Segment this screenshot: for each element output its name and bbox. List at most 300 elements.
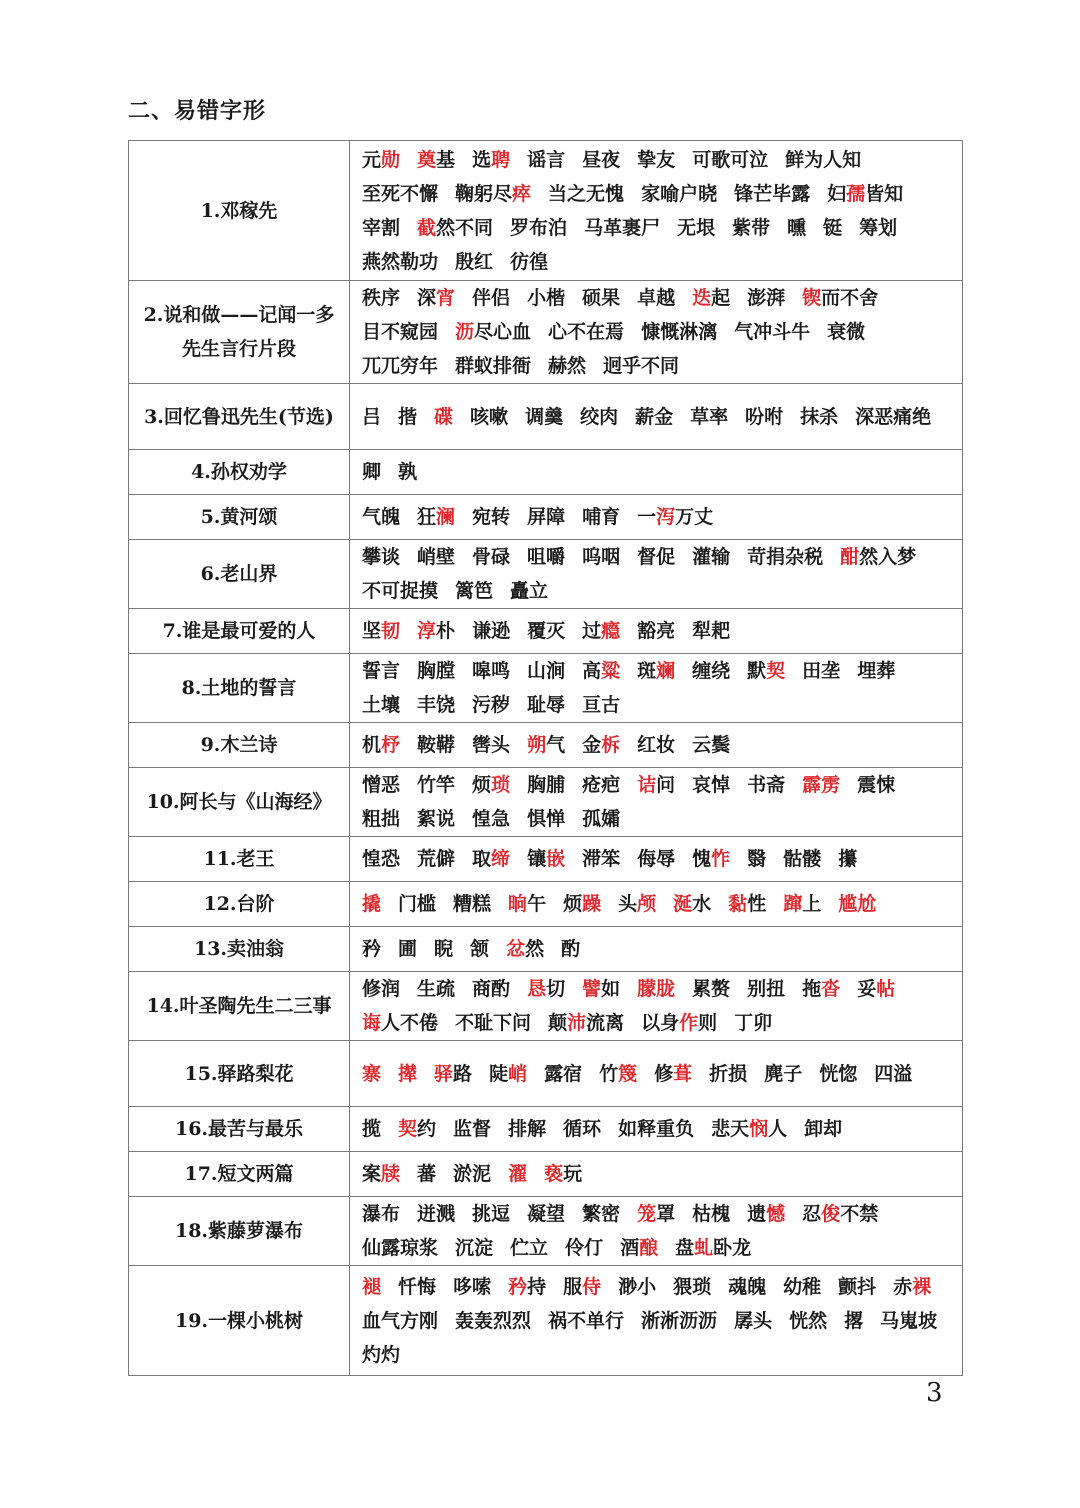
word-item: 别扭 [747, 978, 786, 1000]
word-item [838, 887, 876, 921]
word-item: 颔 [470, 938, 490, 960]
word-item: 折损 [709, 1062, 748, 1085]
word-item: 妥帖 [857, 978, 896, 1000]
word-item: 金柝 [582, 734, 621, 756]
word-item: 酣然入梦 [840, 546, 917, 568]
word-item: 兀兀穷年 [362, 355, 439, 377]
word-item: 苛捐杂税 [747, 546, 824, 568]
word-item: 截然不同 [417, 216, 494, 239]
word-list [350, 540, 963, 609]
word-item: 气魄 [362, 506, 401, 528]
highlighted-character: 嵌 [546, 848, 566, 870]
word-item: 麂子 [764, 1062, 803, 1085]
word-item: 诲人不倦 [362, 1012, 439, 1034]
word-item: 督促 [637, 546, 676, 568]
highlighted-character: 勋 [381, 148, 401, 171]
highlighted-character: 澜 [436, 506, 456, 528]
table-row [129, 495, 963, 540]
word-item: 胸脯 [527, 774, 566, 796]
word-item: 薪金 [635, 405, 674, 428]
word-item: 抹杀 [800, 405, 839, 428]
word-list [350, 495, 963, 540]
word-item: 生疏 [417, 978, 456, 1000]
highlighted-character: 憾 [766, 1203, 786, 1225]
word-item: 骨碌 [472, 546, 511, 568]
word-item: 土壤 [362, 694, 401, 716]
table-row [129, 450, 963, 495]
lesson-title: 1.邓稼先 [129, 141, 350, 281]
word-item: 不耻下问 [455, 1012, 532, 1034]
word-item: 服侍 [563, 1275, 602, 1298]
highlighted-character: 柝 [601, 734, 621, 756]
word-item: 慷慨淋漓 [641, 321, 718, 343]
word-item: 默契 [747, 660, 786, 682]
word-item: 黏性 [728, 893, 767, 915]
word-list [350, 654, 963, 723]
word-item: 酌 [561, 938, 581, 960]
lesson-title: 8.土地的誓言 [129, 654, 350, 723]
word-item: 枯槐 [692, 1203, 731, 1225]
page-number: 3 [926, 1378, 943, 1408]
word-item: 孰 [398, 461, 418, 483]
word-item: 锋芒毕露 [734, 182, 811, 205]
highlighted-character: 酣 [840, 546, 860, 568]
word-item [362, 887, 381, 921]
highlighted-character: 斓 [656, 660, 676, 682]
highlighted-character: 矜 [508, 1275, 528, 1298]
word-item: 淤泥 [453, 1163, 492, 1185]
highlighted-character: 黏 [728, 893, 748, 915]
word-item: 胸膛 [417, 660, 456, 682]
word-item: 如释重负 [618, 1118, 695, 1140]
highlighted-character: 瘁 [512, 182, 532, 205]
word-item: 孱头 [734, 1309, 773, 1332]
word-item: 亘古 [582, 694, 621, 716]
lesson-title: 19.一棵小桃树 [129, 1266, 350, 1376]
word-item: 迭起 [692, 287, 731, 309]
lesson-title: 6.老山界 [129, 540, 350, 609]
highlighted-character: 瘾 [601, 620, 621, 642]
word-item: 丰饶 [417, 694, 456, 716]
word-item: 心不在焉 [548, 321, 625, 343]
word-item: 气冲斗牛 [734, 321, 811, 343]
highlighted-character: 寨 [362, 1062, 382, 1085]
table-row [129, 1152, 963, 1197]
highlighted-character: 宵 [436, 287, 456, 309]
lesson-title: 9.木兰诗 [129, 723, 350, 768]
word-item: 妇孺皆知 [827, 182, 904, 205]
word-item [362, 1057, 381, 1091]
table-row [129, 540, 963, 609]
word-item: 拖沓 [802, 978, 841, 1000]
word-list [350, 281, 963, 384]
word-item: 取缔 [472, 848, 511, 870]
word-item: 恍然 [789, 1309, 828, 1332]
lesson-title: 15.驿路梨花 [129, 1041, 350, 1107]
table-row [129, 927, 963, 972]
word-item: 案牍 [362, 1163, 401, 1185]
word-item: 烦琐 [472, 774, 511, 796]
word-item: 耻辱 [527, 694, 566, 716]
word-item: 灌输 [692, 546, 731, 568]
word-item: 一泻万丈 [637, 506, 714, 528]
word-item: 诘问 [637, 774, 676, 796]
word-item: 吕 [362, 405, 382, 428]
highlighted-character: 孺 [846, 182, 866, 205]
highlighted-character: 作 [679, 1012, 699, 1034]
highlighted-character: 沥 [455, 321, 475, 343]
highlighted-character: 篾 [618, 1062, 638, 1085]
highlighted-character: 帖 [876, 978, 896, 1000]
word-item: 颠沛流离 [548, 1012, 625, 1034]
table-row [129, 384, 963, 450]
word-item: 锲而不舍 [802, 287, 879, 309]
highlighted-character: 俊 [821, 1203, 841, 1225]
word-item: 不可捉摸 [362, 580, 439, 602]
word-item: 翳 [747, 848, 767, 870]
word-item: 荒僻 [417, 848, 456, 870]
word-item: 四溢 [874, 1062, 913, 1085]
word-list [350, 927, 963, 972]
word-item: 恳切 [527, 978, 566, 1000]
highlighted-character: 蹿 [783, 893, 803, 915]
word-item: 循环 [563, 1118, 602, 1140]
word-list [350, 141, 963, 281]
highlighted-character: 契 [398, 1118, 418, 1140]
word-item: 修润 [362, 978, 401, 1000]
word-item: 商酌 [472, 978, 511, 1000]
word-item: 疮疤 [582, 774, 621, 796]
word-item: 过瘾 [582, 620, 621, 642]
word-item: 深恶痛绝 [855, 405, 932, 428]
word-list [350, 384, 963, 450]
word-table-body [129, 141, 963, 1376]
word-item: 排解 [508, 1118, 547, 1140]
highlighted-character: 侍 [582, 1275, 602, 1298]
word-item: 遗憾 [747, 1203, 786, 1225]
word-item: 侮辱 [637, 848, 676, 870]
word-item: 彷徨 [510, 250, 549, 273]
word-item: 紫带 [732, 216, 771, 239]
word-item: 马革裹尸 [584, 216, 661, 239]
highlighted-character: 截 [417, 216, 437, 239]
word-list [350, 768, 963, 837]
word-item: 选聘 [472, 148, 511, 171]
highlighted-character: 颅 [637, 893, 657, 915]
word-item: 铤 [823, 216, 843, 239]
highlighted-character: 裸 [912, 1275, 932, 1298]
table-row [129, 882, 963, 927]
highlighted-character: 锲 [802, 287, 822, 309]
word-item [802, 768, 840, 802]
word-item: 云鬓 [692, 734, 731, 756]
word-item: 沥尽心血 [455, 321, 532, 343]
word-list [350, 1107, 963, 1152]
highlighted-character: 尴尬 [838, 893, 877, 915]
word-item: 家喻户晓 [641, 182, 718, 205]
word-item: 祸不单行 [548, 1309, 625, 1332]
word-item: 笼罩 [637, 1203, 676, 1225]
lesson-title: 7.谁是最可爱的人 [129, 609, 350, 654]
word-item: 硕果 [582, 287, 621, 309]
table-row [129, 609, 963, 654]
lesson-title: 4.孙权劝学 [129, 450, 350, 495]
highlighted-character: 韧 [381, 620, 401, 642]
word-item: 矗立 [510, 580, 549, 602]
word-item: 烦躁 [563, 893, 602, 915]
word-item: 监督 [453, 1118, 492, 1140]
word-item: 血气方刚 [362, 1309, 439, 1332]
word-item: 惶急 [472, 808, 511, 830]
word-item: 鞍鞯 [417, 734, 456, 756]
word-item: 凝望 [527, 1203, 566, 1225]
table-row [129, 1041, 963, 1107]
word-item: 屏障 [527, 506, 566, 528]
word-item: 惧惮 [527, 808, 566, 830]
word-item: 哀悼 [692, 774, 731, 796]
word-item: 曛 [787, 216, 807, 239]
table-row [129, 141, 963, 281]
word-item: 蕃 [417, 1163, 437, 1185]
highlighted-character: 牍 [381, 1163, 401, 1185]
highlighted-character: 奠 [417, 148, 437, 171]
word-item: 攀谈 [362, 546, 401, 568]
word-item: 犁耙 [692, 620, 731, 642]
word-item: 呜咽 [582, 546, 621, 568]
word-item: 鲜为人知 [785, 148, 862, 171]
highlighted-character: 晌 [508, 893, 528, 915]
word-item: 殷红 [455, 250, 494, 273]
word-item: 灼灼 [362, 1343, 401, 1366]
word-item: 哆嗦 [453, 1275, 492, 1298]
word-item: 酒酿 [620, 1237, 659, 1259]
word-item: 幼稚 [783, 1275, 822, 1298]
word-item: 小楷 [527, 287, 566, 309]
word-item: 辔头 [472, 734, 511, 756]
word-item: 朔气 [527, 734, 566, 756]
lesson-title: 13.卖油翁 [129, 927, 350, 972]
word-item: 伶仃 [565, 1237, 604, 1259]
word-item: 哺育 [582, 506, 621, 528]
word-item: 愧怍 [692, 848, 731, 870]
word-item: 筹划 [859, 216, 898, 239]
word-list [350, 609, 963, 654]
lesson-title: 17.短文两篇 [129, 1152, 350, 1197]
word-item: 露宿 [544, 1062, 583, 1085]
word-item: 狂澜 [417, 506, 456, 528]
word-item: 震悚 [857, 774, 896, 796]
word-item: 调羹 [525, 405, 564, 428]
word-item: 陡峭 [489, 1062, 528, 1085]
word-item: 嗥鸣 [472, 660, 511, 682]
lesson-title: 18.紫藤萝瀑布 [129, 1197, 350, 1266]
word-item: 高粱 [582, 660, 621, 682]
highlighted-character: 泻 [656, 506, 676, 528]
word-item: 孤孀 [582, 808, 621, 830]
word-list [350, 1197, 963, 1266]
word-item: 门槛 [398, 893, 437, 915]
lesson-title: 16.最苦与最乐 [129, 1107, 350, 1152]
word-item: 可歌可泣 [692, 148, 769, 171]
word-item: 憎恶 [362, 774, 401, 796]
highlighted-character: 亵 [544, 1163, 564, 1185]
table-row [129, 972, 963, 1041]
highlighted-character: 迭 [692, 287, 712, 309]
highlighted-character: 峭 [508, 1062, 528, 1085]
word-item: 驿路 [434, 1062, 473, 1085]
highlighted-character: 沓 [821, 978, 841, 1000]
word-item: 谣言 [527, 148, 566, 171]
word-item: 马嵬坡 [880, 1309, 938, 1332]
word-item: 轰轰烈烈 [455, 1309, 532, 1332]
word-item: 篱笆 [455, 580, 494, 602]
word-item: 丁卯 [734, 1012, 773, 1034]
word-item: 蹿上 [783, 893, 822, 915]
highlighted-character: 霹雳 [802, 774, 841, 796]
highlighted-character: 酿 [639, 1237, 659, 1259]
highlighted-character: 琐 [491, 774, 511, 796]
section-heading: 二、易错字形 [128, 99, 267, 124]
highlighted-character: 褪 [362, 1275, 382, 1298]
word-item: 攥 [838, 848, 858, 870]
word-item: 圃 [398, 938, 418, 960]
word-item: 缠绕 [692, 660, 731, 682]
lesson-title: 14.叶圣陶先生二三事 [129, 972, 350, 1041]
highlighted-character: 虬 [694, 1237, 714, 1259]
word-list [350, 1041, 963, 1107]
word-item: 咀嚼 [527, 546, 566, 568]
word-item: 契约 [398, 1118, 437, 1140]
highlighted-character: 诘 [637, 774, 657, 796]
word-item: 挚友 [637, 148, 676, 171]
word-item: 揽 [362, 1118, 382, 1140]
highlighted-character: 譬 [582, 978, 602, 1000]
word-item: 挑逗 [472, 1203, 511, 1225]
word-item: 忿然 [506, 938, 545, 960]
word-list [350, 1152, 963, 1197]
word-item: 揩 [398, 405, 418, 428]
word-list [350, 972, 963, 1041]
highlighted-character: 朦胧 [637, 978, 676, 1000]
word-item: 瀑布 [362, 1203, 401, 1225]
table-row [129, 654, 963, 723]
word-item: 田垄 [802, 660, 841, 682]
word-item: 卿 [362, 461, 382, 483]
lesson-title: 12.台阶 [129, 882, 350, 927]
highlighted-character: 恳 [527, 978, 547, 1000]
lesson-title: 5.黄河颂 [129, 495, 350, 540]
word-item: 元勋 [362, 148, 401, 171]
word-table [128, 140, 963, 1376]
word-item: 宛转 [472, 506, 511, 528]
word-item: 燕然勒功 [362, 250, 439, 273]
word-item: 深宵 [417, 287, 456, 309]
word-item: 魂魄 [728, 1275, 767, 1298]
table-row [129, 281, 963, 384]
highlighted-character: 躁 [582, 893, 602, 915]
lesson-title: 11.老王 [129, 837, 350, 882]
word-item: 糟糕 [453, 893, 492, 915]
table-row [129, 1266, 963, 1376]
word-item: 晌午 [508, 893, 547, 915]
word-item [434, 400, 453, 434]
word-item [398, 1057, 417, 1091]
highlighted-character: 忿 [506, 938, 526, 960]
word-item: 豁亮 [637, 620, 676, 642]
word-item: 颤抖 [838, 1275, 877, 1298]
word-item: 撂 [844, 1309, 864, 1332]
word-item: 昼夜 [582, 148, 621, 171]
word-item: 恍惚 [819, 1062, 858, 1085]
word-item [508, 1157, 527, 1191]
word-item: 睨 [434, 938, 454, 960]
word-item: 吩咐 [745, 405, 784, 428]
word-item: 斑斓 [637, 660, 676, 682]
word-item: 沉淀 [455, 1237, 494, 1259]
word-item: 赫然 [548, 355, 587, 377]
word-item: 惶恐 [362, 848, 401, 870]
word-item: 卓越 [637, 287, 676, 309]
word-item: 无垠 [677, 216, 716, 239]
word-item: 山涧 [527, 660, 566, 682]
word-item: 赤裸 [893, 1275, 932, 1298]
word-item: 红妆 [637, 734, 676, 756]
word-item: 伴侣 [472, 287, 511, 309]
table-row [129, 837, 963, 882]
word-item: 忏悔 [398, 1275, 437, 1298]
word-list [350, 837, 963, 882]
word-item: 亵玩 [544, 1163, 583, 1185]
word-item: 仙露琼浆 [362, 1237, 439, 1259]
highlighted-character: 沛 [567, 1012, 587, 1034]
lesson-title: 3.回忆鲁迅先生(节选) [129, 384, 350, 450]
word-item: 镶嵌 [527, 848, 566, 870]
highlighted-character: 朔 [527, 734, 547, 756]
word-item [637, 972, 675, 1006]
word-item: 鞠躬尽瘁 [455, 182, 532, 205]
highlighted-character: 涎 [673, 893, 693, 915]
highlighted-character: 笼 [637, 1203, 657, 1225]
word-item: 誓言 [362, 660, 401, 682]
highlighted-character: 怍 [711, 848, 731, 870]
highlighted-character: 碟 [434, 405, 454, 428]
word-item: 涎水 [673, 893, 712, 915]
highlighted-character: 悯 [749, 1118, 769, 1140]
word-item: 群蚁排衙 [455, 355, 532, 377]
word-item: 目不窥园 [362, 321, 439, 343]
word-item: 渺小 [618, 1275, 657, 1298]
word-item: 譬如 [582, 978, 621, 1000]
word-item: 罗布泊 [510, 216, 568, 239]
word-item: 盘虬卧龙 [675, 1237, 752, 1259]
word-item: 竹竿 [417, 774, 456, 796]
word-item: 繁密 [582, 1203, 621, 1225]
highlighted-character: 杼 [381, 734, 401, 756]
word-item: 埋葬 [857, 660, 896, 682]
word-item: 卸却 [804, 1118, 843, 1140]
word-item [362, 1270, 381, 1304]
highlighted-character: 撬 [362, 893, 382, 915]
word-item: 澎湃 [747, 287, 786, 309]
word-item: 矜 [362, 938, 382, 960]
word-item: 峭壁 [417, 546, 456, 568]
word-item: 忍俊不禁 [802, 1203, 879, 1225]
word-item: 粗拙 [362, 808, 401, 830]
table-row [129, 1197, 963, 1266]
highlighted-character: 撵 [398, 1062, 418, 1085]
highlighted-character: 聘 [491, 148, 511, 171]
word-item: 奠基 [417, 148, 456, 171]
